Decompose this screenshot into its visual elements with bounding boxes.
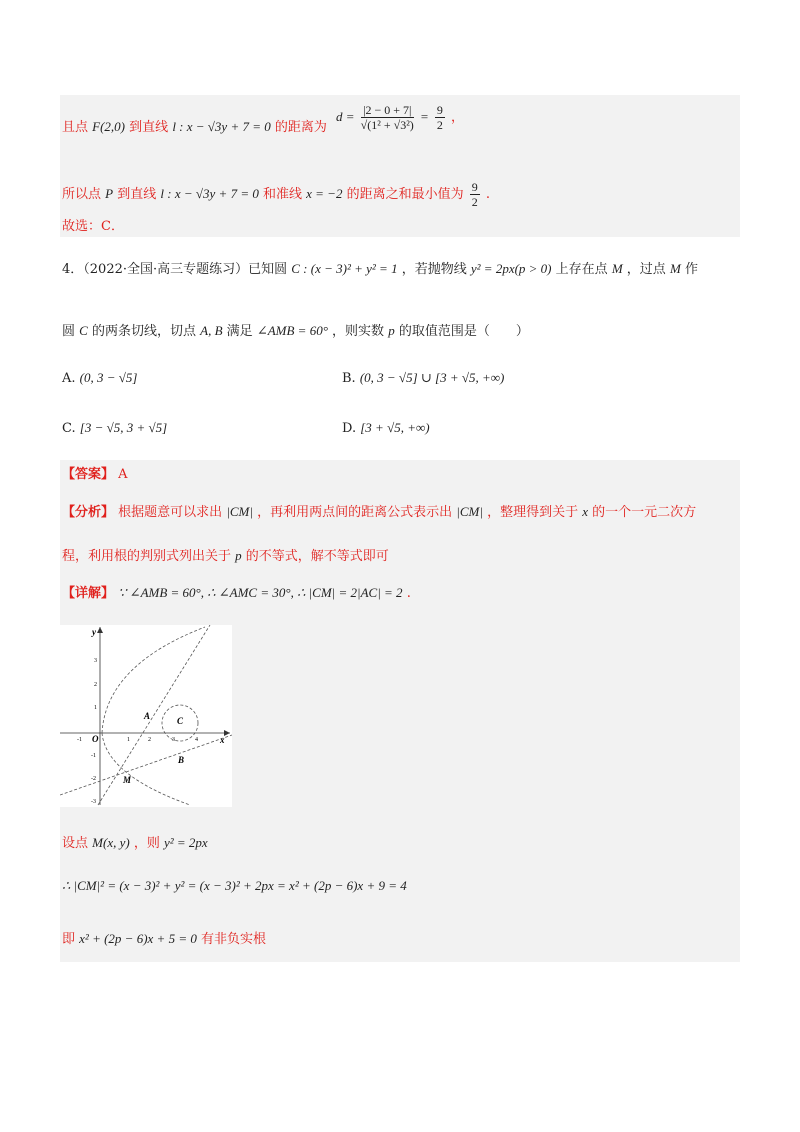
circle-c: C <box>79 323 88 338</box>
cm-abs: |CM| <box>456 504 483 519</box>
option-d[interactable] <box>342 420 430 436</box>
text: 作 <box>684 262 698 277</box>
analysis-tag: 【分析】 <box>62 505 115 520</box>
y-label: y <box>92 627 96 637</box>
min-fraction <box>470 180 480 209</box>
cm-abs: |CM| <box>226 504 253 519</box>
y-arrow-icon <box>97 627 103 633</box>
text: 所以点 <box>62 187 102 202</box>
param-p: p <box>388 323 395 338</box>
param-p: p <box>235 548 242 563</box>
solution-line-2 <box>62 180 490 209</box>
punct: . <box>406 586 411 601</box>
option-label: C. <box>62 421 76 436</box>
text: ，整理得到关于 <box>487 505 579 520</box>
analysis-line-2 <box>62 547 389 566</box>
text: ，则 <box>133 836 160 851</box>
text: ，则实数 <box>332 324 385 339</box>
point-c-label: C <box>177 716 184 726</box>
var-x: x <box>582 504 588 519</box>
analysis-line-1 <box>62 503 696 522</box>
point-b-label: B <box>178 755 185 765</box>
text: 到直线 <box>117 187 157 202</box>
text: 的距离为 <box>274 120 327 135</box>
coordinate-plot <box>60 625 232 807</box>
option-b[interactable] <box>342 370 504 386</box>
point-m: M(x, y) <box>92 835 130 850</box>
question-line-2 <box>62 322 529 341</box>
point-m-label: M <box>123 775 132 785</box>
punct: ， <box>451 110 465 125</box>
points-ab: A, B <box>200 323 223 338</box>
circle-equation: C : (x − 3)² + y² = 1 <box>291 261 398 276</box>
text: ，过点 <box>626 262 666 277</box>
step-line-2: ∴ |CM|² = (x − 3)² + y² = (x − 3)² + 2px = x² + (2p − 6)x + 9 = 4 <box>62 878 407 893</box>
solution-line-3: 故选：C． <box>62 219 124 234</box>
option-value: [3 − √5, 3 + √5] <box>79 420 168 435</box>
option-c[interactable] <box>62 420 167 436</box>
line-equation: l : x − √3y + 7 = 0 <box>172 119 271 134</box>
text: 即 <box>62 932 76 947</box>
directrix: x = −2 <box>306 186 343 201</box>
numerator: 9 <box>471 180 478 194</box>
text: 的距离之和最小值为 <box>346 187 464 202</box>
y-tick: -1 <box>91 753 96 759</box>
text: 的不等式，解不等式即可 <box>245 549 389 564</box>
tangent-line-b <box>60 735 232 795</box>
y-tick: 2 <box>94 682 97 688</box>
parabola-lower <box>102 733 190 805</box>
x-tick: 2 <box>148 737 151 743</box>
quadratic-eq: x² + (2p − 6)x + 5 = 0 <box>79 931 197 946</box>
text: 设点 <box>62 836 89 851</box>
x-tick: 4 <box>195 737 198 743</box>
point-m: M <box>611 261 623 276</box>
step-line-3 <box>62 930 266 949</box>
option-value: [3 + √5, +∞) <box>360 420 430 435</box>
text: ，再利用两点间的距离公式表示出 <box>257 505 453 520</box>
y-tick: 1 <box>94 705 97 711</box>
denominator: 2 <box>436 118 443 132</box>
denominator: √(1² + √3²) <box>360 118 414 132</box>
distance-fraction <box>361 103 414 132</box>
y-tick: -3 <box>91 799 96 805</box>
equals: = <box>419 109 429 124</box>
y-tick: 3 <box>94 658 97 664</box>
x-arrow-icon <box>224 730 230 736</box>
option-label: A. <box>62 371 76 386</box>
point-a-label: A <box>144 711 151 721</box>
question-line-1 <box>62 260 698 279</box>
parabola-upper <box>102 627 205 733</box>
detail-tag: 【详解】 <box>62 586 115 601</box>
x-tick: 1 <box>127 737 130 743</box>
text: 和准线 <box>262 187 302 202</box>
text: 的一个一元二次方 <box>592 505 697 520</box>
solution-line-1 <box>62 118 327 137</box>
text: 4．（2022·全国·高三专题练习）已知圆 <box>62 262 288 277</box>
option-value: (0, 3 − √5] <box>79 370 138 385</box>
option-label: D. <box>342 421 357 436</box>
detail-math: ∵ ∠AMB = 60°, ∴ ∠AMC = 30°, ∴ |CM| = 2|AC| = 2 <box>118 585 403 600</box>
text: 的两条切线，切点 <box>91 324 196 339</box>
text: 且点 <box>62 120 89 135</box>
numerator: 9 <box>436 103 443 117</box>
parabola-eq: y² = 2px <box>163 835 208 850</box>
parabola-equation: y² = 2px(p > 0) <box>470 261 552 276</box>
text: 根据题意可以求出 <box>118 505 223 520</box>
denominator: 2 <box>471 195 478 209</box>
text: 圆 <box>62 324 76 339</box>
origin-label: O <box>92 734 99 744</box>
answer-value: A <box>118 467 128 482</box>
figure-graph <box>60 625 232 807</box>
option-value: (0, 3 − √5] ∪ [3 + √5, +∞) <box>359 370 505 385</box>
text: 到直线 <box>129 120 169 135</box>
result-fraction <box>435 103 445 132</box>
answer-tag: 【答案】 <box>62 467 115 482</box>
text: 有非负实根 <box>200 932 266 947</box>
point-m: M <box>669 261 681 276</box>
text: 上存在点 <box>555 262 608 277</box>
x-tick: 3 <box>172 737 175 743</box>
detail-line <box>62 584 411 603</box>
tangent-line-a <box>98 625 210 805</box>
text: 满足 <box>226 324 253 339</box>
distance-formula <box>336 103 464 132</box>
point-f: F(2,0) <box>92 119 126 134</box>
option-label: B. <box>342 371 356 386</box>
x-tick: -1 <box>77 737 82 743</box>
d-label: d = <box>336 109 355 124</box>
text: ，若抛物线 <box>401 262 467 277</box>
step-line-1 <box>62 834 208 853</box>
answer-line <box>62 466 128 484</box>
angle-condition: ∠AMB = 60° <box>256 323 328 338</box>
punct: . <box>485 187 491 202</box>
line-equation: l : x − √3y + 7 = 0 <box>160 186 259 201</box>
y-tick: -2 <box>91 776 96 782</box>
option-a[interactable] <box>62 370 137 386</box>
point-p: P <box>105 186 114 201</box>
x-label: x <box>220 735 225 745</box>
text: 的取值范围是（ ） <box>398 324 529 339</box>
numerator: |2 − 0 + 7| <box>361 103 414 118</box>
text: 程，利用根的判别式列出关于 <box>62 549 232 564</box>
